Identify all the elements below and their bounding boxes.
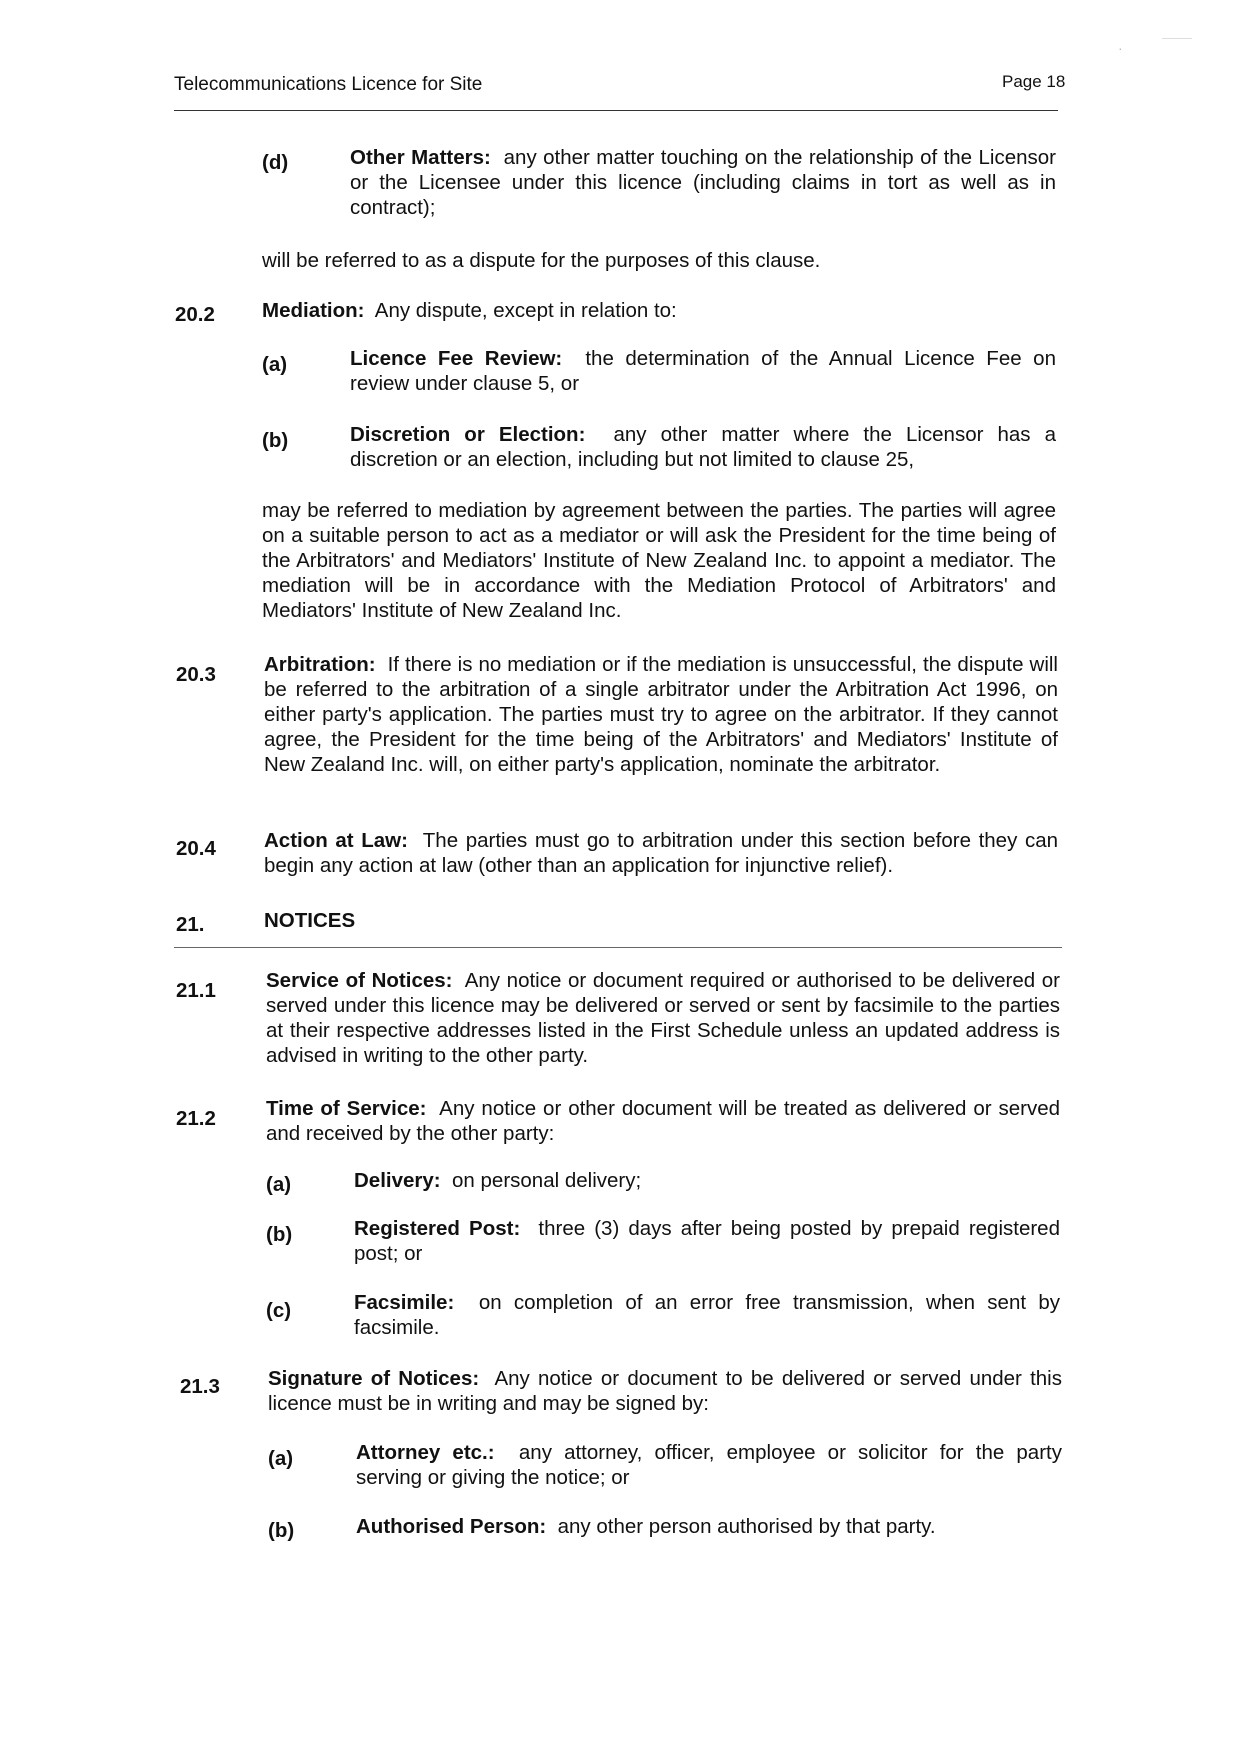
clause-21-3-a-label: (a) — [268, 1447, 294, 1470]
clause-20-2-a-label: (a) — [262, 353, 288, 376]
clause-20-3-number: 20.3 — [176, 663, 216, 686]
clause-20-2-paragraph — [262, 298, 1052, 323]
clause-21-3-heading: Signature of Notices: — [268, 1367, 480, 1390]
clause-20-2-text: Any dispute, except in relation to: — [374, 299, 677, 322]
clause-21-2-c-text: on completion of an error free transmission, when sent by facsimile. — [354, 1291, 1060, 1339]
item-d-paragraph — [350, 145, 1056, 220]
clause-21-3-paragraph — [268, 1366, 1062, 1416]
clause-20-2-heading: Mediation: — [262, 299, 365, 322]
clause-20-3-text: If there is no mediation or if the mediation is unsuccessful, the dispute will be referred to the arbitration of a single arbitrator under the Arbitration Act 1996, on either party's application. The parties must try to agree on the arbitrator. If they cannot agree, the President for the time being of the Arbitrators' and Mediators' Institute of New Zealand Inc. will, on either party's application, nominate the arbitrator. — [264, 653, 1058, 776]
clause-21-3-text: Any notice or document to be delivered or served under this licence must be in writing and may be signed by: — [268, 1367, 1062, 1415]
clause-20-4-number: 20.4 — [176, 837, 216, 860]
clause-21-3-number: 21.3 — [180, 1375, 220, 1398]
item-d-text: any other matter touching on the relationship of the Licensor or the Licensee under this licence (including claims in tort as well as in contract); — [350, 146, 1056, 219]
clause-21-3-b-heading: Authorised Person: — [356, 1515, 547, 1538]
clause-21-2-b-label: (b) — [266, 1223, 293, 1246]
scan-mark-line — [1162, 38, 1192, 39]
section-21-title: NOTICES — [264, 909, 356, 932]
header-rule — [174, 110, 1058, 111]
clause-20-2-a-paragraph — [350, 346, 1056, 396]
clause-21-2-a-paragraph — [354, 1168, 1060, 1193]
header-title: Telecommunications Licence for Site — [174, 74, 483, 95]
item-d-label: (d) — [262, 151, 289, 174]
clause-21-2-a-text: on personal delivery; — [452, 1169, 642, 1192]
clause-21-3-a-text: any attorney, officer, employee or solicitor for the party serving or giving the notice; or — [356, 1441, 1062, 1489]
clause-21-2-a-label: (a) — [266, 1173, 292, 1196]
clause-20-2-number: 20.2 — [175, 303, 215, 326]
header-page-number: Page 18 — [1002, 72, 1066, 91]
clause-21-2-c-paragraph — [354, 1290, 1060, 1340]
dispute-tail: will be referred to as a dispute for the purposes of this clause. — [262, 249, 821, 272]
clause-20-2-a-heading: Licence Fee Review: — [350, 347, 563, 370]
clause-21-2-heading: Time of Service: — [266, 1097, 427, 1120]
section-21-rule — [174, 947, 1062, 948]
clause-20-2-b-paragraph — [350, 422, 1056, 472]
clause-21-2-c-heading: Facsimile: — [354, 1291, 455, 1314]
clause-20-4-paragraph — [264, 828, 1058, 878]
clause-21-2-b-paragraph — [354, 1216, 1060, 1266]
section-21-number: 21. — [176, 913, 205, 936]
clause-20-3-heading: Arbitration: — [264, 653, 376, 676]
clause-20-2-tail: may be referred to mediation by agreement between the parties. The parties will agree on a suitable person to act as a mediator or will ask the President for the time being of the Arbitrators' and Mediators' Institute of New Zealand Inc. to appoint a mediator. The mediation will be in accordance with the Mediation Protocol of Arbitrators' and Mediators' Institute of New Zealand Inc. — [262, 499, 1056, 622]
clause-21-1-paragraph — [266, 968, 1060, 1068]
clause-21-3-b-paragraph — [356, 1514, 1062, 1539]
clause-21-2-c-label: (c) — [266, 1299, 292, 1322]
clause-21-2-paragraph — [266, 1096, 1060, 1146]
clause-20-2-a-text: the determination of the Annual Licence Fee on review under clause 5, or — [350, 347, 1056, 395]
scan-mark: · — [1118, 40, 1123, 56]
clause-21-3-a-heading: Attorney etc.: — [356, 1441, 495, 1464]
clause-20-3-paragraph — [264, 652, 1058, 777]
clause-21-3-a-paragraph — [356, 1440, 1062, 1490]
clause-21-1-text: Any notice or document required or authorised to be delivered or served under this licence may be delivered or served or sent by facsimile to the parties at their respective addresses listed in the First Schedule unless an updated address is advised in writing to the other party. — [266, 969, 1061, 1067]
clause-21-1-number: 21.1 — [176, 979, 216, 1002]
clause-20-4-text: The parties must go to arbitration under this section before they can begin any action at law (other than an application for injunctive relief). — [264, 829, 1058, 877]
clause-20-4-heading: Action at Law: — [264, 829, 408, 852]
item-d-heading: Other Matters: — [350, 146, 491, 169]
clause-21-2-number: 21.2 — [176, 1107, 216, 1130]
clause-21-2-a-heading: Delivery: — [354, 1169, 441, 1192]
clause-20-2-b-text: any other matter where the Licensor has a discretion or an election, including but not limited to clause 25, — [350, 423, 1056, 471]
clause-20-2-b-heading: Discretion or Election: — [350, 423, 586, 446]
clause-21-2-b-heading: Registered Post: — [354, 1217, 521, 1240]
clause-21-3-b-text: any other person authorised by that party. — [557, 1515, 936, 1538]
clause-21-1-heading: Service of Notices: — [266, 969, 453, 992]
clause-21-2-text: Any notice or other document will be treated as delivered or served and received by the other party: — [266, 1097, 1060, 1145]
clause-20-2-b-label: (b) — [262, 429, 289, 452]
clause-21-2-b-text: three (3) days after being posted by prepaid registered post; or — [354, 1217, 1060, 1265]
clause-21-3-b-label: (b) — [268, 1519, 295, 1542]
